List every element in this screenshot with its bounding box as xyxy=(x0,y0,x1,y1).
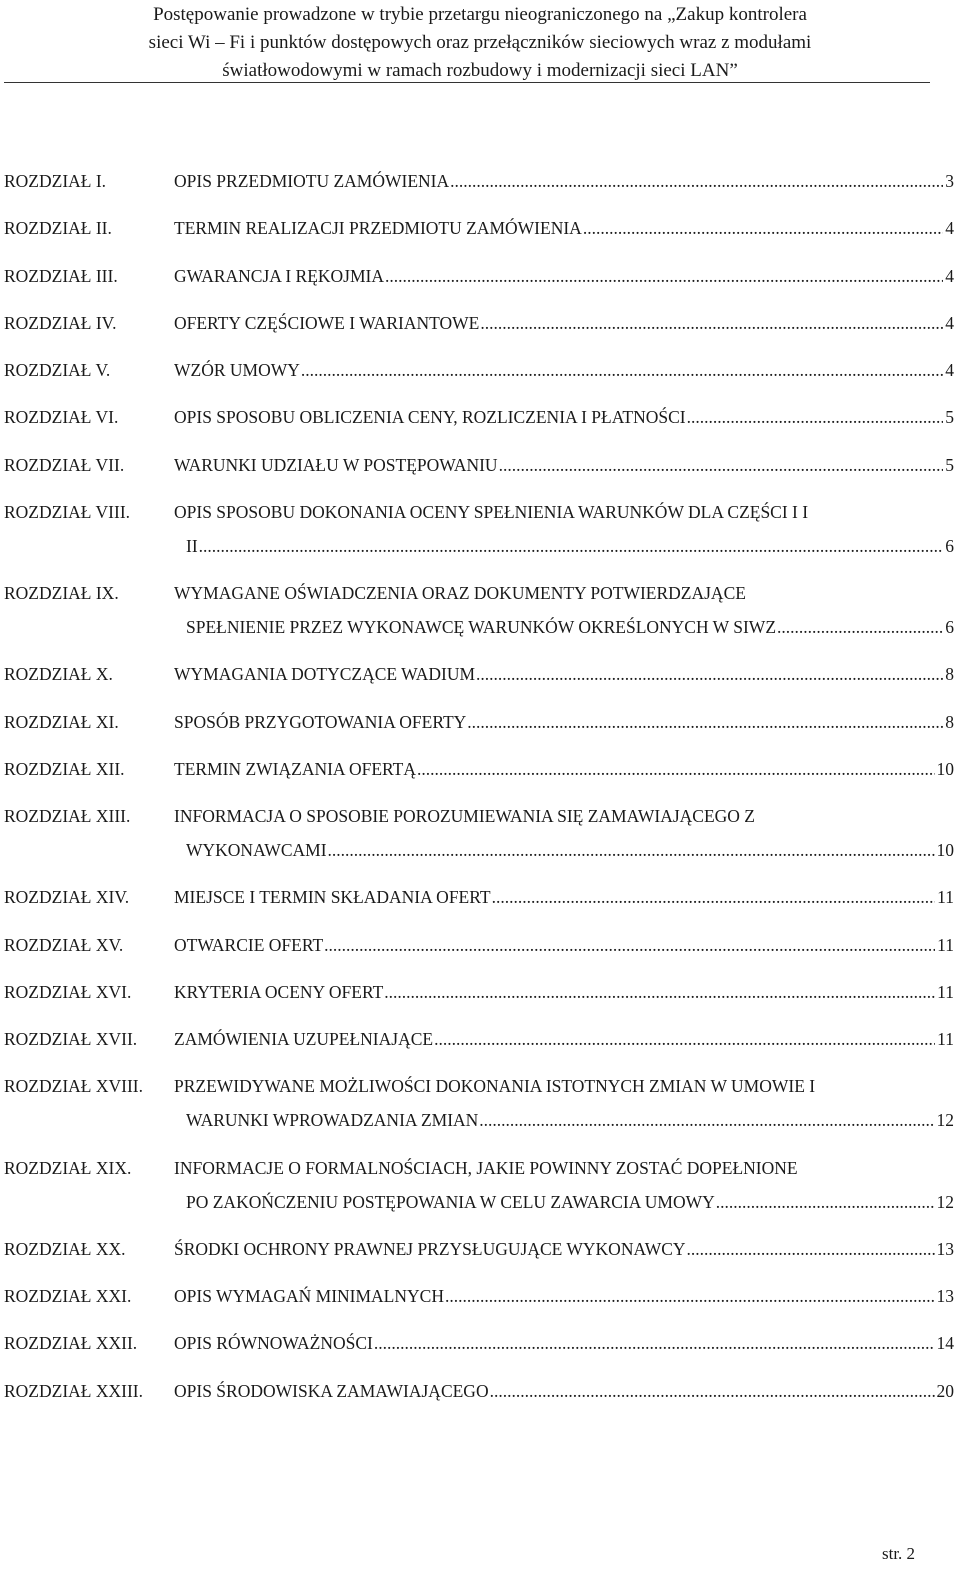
toc-dot-leader xyxy=(434,1022,935,1056)
toc-chapter-label: ROZDZIAŁ XVI. xyxy=(4,981,132,1002)
toc-title-line xyxy=(174,529,954,563)
toc-chapter-label: ROZDZIAŁ V. xyxy=(4,360,111,380)
toc-title xyxy=(174,576,954,644)
toc-dot-leader xyxy=(374,1326,935,1360)
toc-title-line xyxy=(174,164,954,198)
toc-page-number: 14 xyxy=(936,1333,954,1354)
toc-page-number: 12 xyxy=(936,1191,954,1212)
table-of-contents xyxy=(0,164,960,1421)
toc-page-number: 12 xyxy=(936,1110,954,1131)
toc-page-number: 3 xyxy=(945,171,954,191)
toc-title xyxy=(174,400,954,434)
toc-entry[interactable] xyxy=(0,799,960,867)
toc-dot-leader xyxy=(384,975,935,1009)
toc-title-line xyxy=(174,1103,954,1137)
toc-entry[interactable] xyxy=(0,928,960,962)
toc-title-text: INFORMACJE O FORMALNOŚCIACH, JAKIE POWINNY ZOSTAĆ DOPEŁNIONE xyxy=(174,1157,798,1178)
toc-dot-leader xyxy=(480,306,943,340)
toc-title-line xyxy=(174,880,954,914)
toc-dot-leader xyxy=(583,211,943,245)
toc-title-line xyxy=(174,752,954,786)
toc-entry[interactable] xyxy=(0,164,960,198)
toc-page-number: 13 xyxy=(936,1286,954,1306)
toc-dot-leader xyxy=(445,1279,935,1313)
toc-page-number: 6 xyxy=(945,617,954,637)
toc-title-text: OFERTY CZĘŚCIOWE I WARIANTOWE xyxy=(174,312,480,333)
toc-title-text: GWARANCJA I RĘKOJMIA xyxy=(174,265,385,286)
toc-dot-leader xyxy=(687,1232,935,1266)
toc-page-number: 4 xyxy=(945,360,954,380)
toc-entry[interactable] xyxy=(0,657,960,691)
toc-entry[interactable] xyxy=(0,1069,960,1137)
toc-dot-leader xyxy=(324,928,935,962)
toc-chapter-label: ROZDZIAŁ VII. xyxy=(4,454,125,475)
toc-title-line xyxy=(174,1326,954,1360)
toc-dot-leader xyxy=(479,1103,934,1137)
toc-title-text: WYMAGANIA DOTYCZĄCE WADIUM xyxy=(174,664,476,685)
toc-title-text: KRYTERIA OCENY OFERT xyxy=(174,981,384,1002)
toc-dot-leader xyxy=(328,833,935,867)
toc-page-number: 8 xyxy=(945,664,954,685)
toc-title-line xyxy=(174,259,954,293)
toc-chapter-label: ROZDZIAŁ XIV. xyxy=(4,887,130,908)
toc-title-line xyxy=(174,1151,954,1185)
toc-chapter-label: ROZDZIAŁ XII. xyxy=(4,758,125,779)
toc-title-text: OPIS RÓWNOWAŻNOŚCI xyxy=(174,1333,373,1354)
toc-title-text: INFORMACJA O SPOSOBIE POROZUMIEWANIA SIĘ ZAMAWIAJĄCEGO Z xyxy=(174,806,755,826)
toc-entry[interactable] xyxy=(0,306,960,340)
toc-title-line xyxy=(174,799,954,833)
toc-title xyxy=(174,1232,954,1266)
toc-title xyxy=(174,975,954,1009)
toc-page-number: 4 xyxy=(945,218,954,239)
toc-title-line xyxy=(174,1022,954,1056)
toc-title-line xyxy=(174,576,954,610)
toc-page-number: 11 xyxy=(937,981,954,1002)
toc-chapter-label: ROZDZIAŁ VI. xyxy=(4,407,119,428)
toc-dot-leader xyxy=(716,1185,935,1219)
toc-dot-leader xyxy=(490,1374,935,1408)
toc-title xyxy=(174,657,954,691)
toc-dot-leader xyxy=(385,259,943,293)
toc-chapter-label: ROZDZIAŁ XXI. xyxy=(4,1286,132,1306)
toc-title-line xyxy=(174,1232,954,1266)
toc-dot-leader xyxy=(467,705,943,739)
toc-title-line xyxy=(174,1374,954,1408)
toc-title xyxy=(174,259,954,293)
toc-chapter-label: ROZDZIAŁ II. xyxy=(4,218,112,239)
toc-title-text: SPEŁNIENIE PRZEZ WYKONAWCĘ WARUNKÓW OKREŚLONYCH W SIWZ xyxy=(186,617,777,637)
toc-chapter-label: ROZDZIAŁ XV. xyxy=(4,934,124,955)
toc-chapter-label: ROZDZIAŁ IX. xyxy=(4,583,119,603)
toc-title-line xyxy=(174,657,954,691)
toc-title-text: MIEJSCE I TERMIN SKŁADANIA OFERT xyxy=(174,887,491,908)
toc-title xyxy=(174,752,954,786)
header-line-3: światłowodowymi w ramach rozbudowy i modernizacji sieci LAN” xyxy=(222,60,738,81)
toc-page-number: 20 xyxy=(936,1380,954,1401)
toc-entry[interactable] xyxy=(0,259,960,293)
toc-chapter-label: ROZDZIAŁ XI. xyxy=(4,711,119,732)
toc-dot-leader xyxy=(476,657,943,691)
toc-page-number: 8 xyxy=(945,711,954,732)
toc-title-text: SPOSÓB PRZYGOTOWANIA OFERTY xyxy=(174,711,467,732)
toc-chapter-label: ROZDZIAŁ I. xyxy=(4,171,107,191)
toc-title xyxy=(174,1374,954,1408)
header-line-1: Postępowanie prowadzone w trybie przetargu nieograniczonego na „Zakup kontrolera xyxy=(153,4,807,25)
toc-title xyxy=(174,211,954,245)
toc-title xyxy=(174,164,954,198)
toc-title-text: WARUNKI WPROWADZANIA ZMIAN xyxy=(186,1110,479,1131)
toc-chapter-label: ROZDZIAŁ X. xyxy=(4,664,113,685)
toc-title-line xyxy=(174,400,954,434)
toc-title xyxy=(174,799,954,867)
toc-dot-leader xyxy=(301,353,943,387)
toc-page-number: 5 xyxy=(945,407,954,428)
toc-title-text: WZÓR UMOWY xyxy=(174,360,300,380)
toc-entry[interactable] xyxy=(0,495,960,563)
toc-page-number: 4 xyxy=(945,312,954,333)
toc-chapter-label: ROZDZIAŁ XX. xyxy=(4,1238,126,1259)
toc-title-line xyxy=(174,306,954,340)
toc-entry[interactable] xyxy=(0,1326,960,1360)
toc-dot-leader xyxy=(499,448,944,482)
toc-entry[interactable] xyxy=(0,400,960,434)
toc-entry[interactable] xyxy=(0,353,960,387)
toc-title xyxy=(174,1069,954,1137)
toc-title-text: OPIS WYMAGAŃ MINIMALNYCH xyxy=(174,1286,444,1306)
toc-dot-leader xyxy=(492,880,936,914)
toc-page-number: 10 xyxy=(936,840,954,860)
toc-title xyxy=(174,880,954,914)
toc-page-number: 4 xyxy=(945,265,954,286)
toc-title-text: WYMAGANE OŚWIADCZENIA ORAZ DOKUMENTY POTWIERDZAJĄCE xyxy=(174,583,746,603)
toc-title xyxy=(174,353,954,387)
toc-page-number: 5 xyxy=(945,454,954,475)
toc-chapter-label: ROZDZIAŁ XXII. xyxy=(4,1333,138,1354)
toc-title-text: OPIS PRZEDMIOTU ZAMÓWIENIA xyxy=(174,171,450,191)
toc-page-number: 11 xyxy=(937,887,954,908)
toc-entry[interactable] xyxy=(0,880,960,914)
toc-title xyxy=(174,1022,954,1056)
toc-title-line xyxy=(174,448,954,482)
toc-entry[interactable] xyxy=(0,752,960,786)
toc-title xyxy=(174,1279,954,1313)
toc-entry[interactable] xyxy=(0,448,960,482)
header-line-2: sieci Wi – Fi i punktów dostępowych oraz przełączników sieciowych wraz z modułami xyxy=(148,32,812,53)
toc-title xyxy=(174,306,954,340)
toc-chapter-label: ROZDZIAŁ IV. xyxy=(4,312,117,333)
toc-title-line xyxy=(174,495,954,529)
toc-title-text: TERMIN ZWIĄZANIA OFERTĄ xyxy=(174,758,416,779)
toc-title-line xyxy=(174,211,954,245)
toc-entry[interactable] xyxy=(0,1279,960,1313)
toc-entry[interactable] xyxy=(0,1022,960,1056)
toc-title xyxy=(174,1151,954,1219)
toc-dot-leader xyxy=(417,752,935,786)
toc-title-line xyxy=(174,705,954,739)
toc-chapter-label: ROZDZIAŁ XXIII. xyxy=(4,1380,143,1401)
toc-page-number: 6 xyxy=(945,535,954,556)
toc-chapter-label: ROZDZIAŁ VIII. xyxy=(4,501,131,522)
toc-dot-leader xyxy=(777,610,943,644)
toc-title xyxy=(174,495,954,563)
toc-title-text: WYKONAWCAMI xyxy=(186,840,327,860)
toc-page-number: 11 xyxy=(937,934,954,955)
toc-title xyxy=(174,1326,954,1360)
toc-entry[interactable] xyxy=(0,705,960,739)
toc-chapter-label: ROZDZIAŁ III. xyxy=(4,265,118,286)
toc-dot-leader xyxy=(450,164,943,198)
toc-page-number: 11 xyxy=(937,1029,954,1049)
toc-title-text: OPIS SPOSOBU OBLICZENIA CENY, ROZLICZENIA I PŁATNOŚCI xyxy=(174,407,686,428)
header-divider xyxy=(4,82,930,83)
toc-title xyxy=(174,928,954,962)
toc-title-line xyxy=(174,833,954,867)
toc-page-number: 13 xyxy=(936,1238,954,1259)
toc-entry[interactable] xyxy=(0,211,960,245)
toc-entry[interactable] xyxy=(0,1232,960,1266)
toc-entry[interactable] xyxy=(0,975,960,1009)
page-number: str. 2 xyxy=(882,1544,916,1563)
toc-title-line xyxy=(174,610,954,644)
toc-title-line xyxy=(174,975,954,1009)
toc-title xyxy=(174,705,954,739)
toc-title-text: ŚRODKI OCHRONY PRAWNEJ PRZYSŁUGUJĄCE WYKONAWCY xyxy=(174,1238,686,1259)
toc-title-line xyxy=(174,1279,954,1313)
toc-chapter-label: ROZDZIAŁ XIX. xyxy=(4,1157,132,1178)
toc-title-text: II xyxy=(186,535,198,556)
toc-title-text: WARUNKI UDZIAŁU W POSTĘPOWANIU xyxy=(174,454,498,475)
toc-dot-leader xyxy=(199,529,944,563)
toc-title-text: ZAMÓWIENIA UZUPEŁNIAJĄCE xyxy=(174,1029,434,1049)
toc-page-number: 10 xyxy=(936,758,954,779)
toc-title-line xyxy=(174,1069,954,1103)
toc-entry[interactable] xyxy=(0,1374,960,1408)
toc-title-line xyxy=(174,1185,954,1219)
toc-entry[interactable] xyxy=(0,576,960,644)
toc-entry[interactable] xyxy=(0,1151,960,1219)
toc-title-text: OPIS ŚRODOWISKA ZAMAWIAJĄCEGO xyxy=(174,1380,489,1401)
document-header xyxy=(0,0,960,85)
toc-dot-leader xyxy=(687,400,944,434)
toc-title-line xyxy=(174,928,954,962)
toc-title-text: OTWARCIE OFERT xyxy=(174,934,324,955)
toc-title-text: TERMIN REALIZACJI PRZEDMIOTU ZAMÓWIENIA xyxy=(174,218,582,239)
toc-title-text: PRZEWIDYWANE MOŻLIWOŚCI DOKONANIA ISTOTNYCH ZMIAN W UMOWIE I xyxy=(174,1076,816,1097)
toc-title-line xyxy=(174,353,954,387)
toc-chapter-label: ROZDZIAŁ XVII. xyxy=(4,1029,138,1049)
toc-title-text: OPIS SPOSOBU DOKONANIA OCENY SPEŁNIENIA WARUNKÓW DLA CZĘŚCI I I xyxy=(174,501,809,522)
toc-title-text: PO ZAKOŃCZENIU POSTĘPOWANIA W CELU ZAWARCIA UMOWY xyxy=(186,1191,715,1212)
toc-title xyxy=(174,448,954,482)
toc-chapter-label: ROZDZIAŁ XVIII. xyxy=(4,1076,143,1097)
toc-chapter-label: ROZDZIAŁ XIII. xyxy=(4,806,131,826)
